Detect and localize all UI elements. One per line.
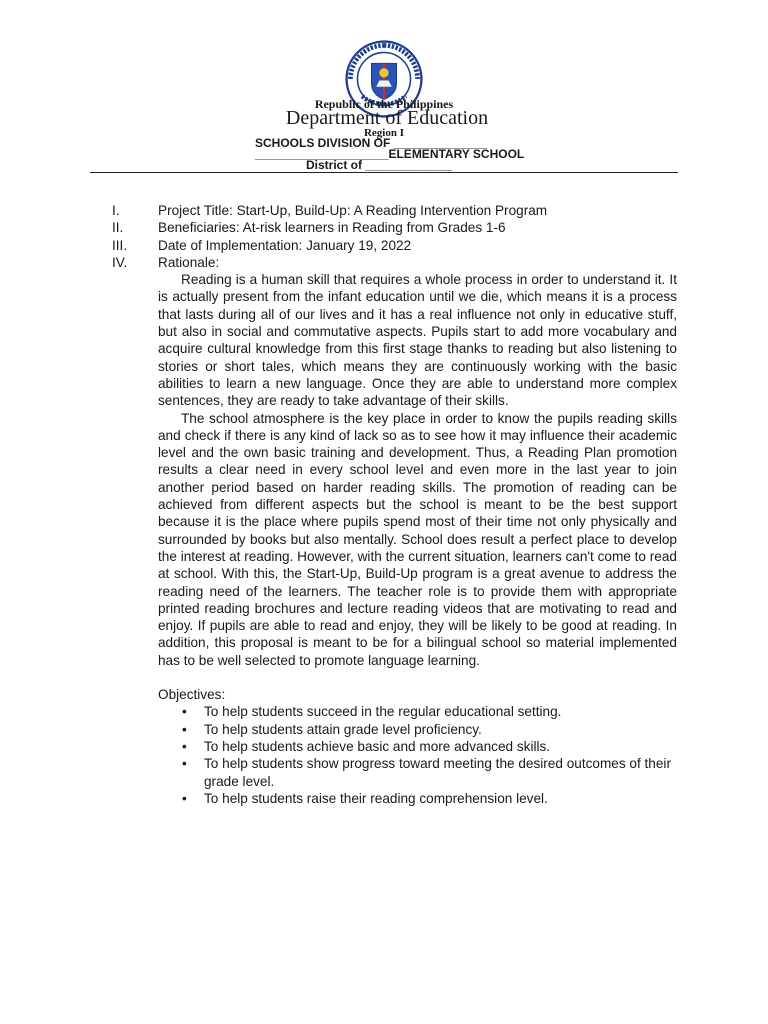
rationale-paragraph: The school atmosphere is the key place in order to know the pupils reading skills and check if there is any kind of lack so as to see how it may influence their academic level and the own basic training and development. Thus, a Reading Plan promotion results a clear need in every school level and even more in the last year to join another period based on harder reading skills. The promotion of reading can be achieved from different aspects but the school is meant to be the best support because it is the place where pupils spend most of their time not only physically and surrounded by books but also mentally. School does result a perfect place to develop the interest at reading. However, with the current situation, learners can't come to read at school. With this, the Start-Up, Build-Up program is a great avenue to address the reading need of the learners. The teacher role is to provide them with appropriate printed reading brochures and lecture reading videos that are motivating to read and enjoy. If pupils are able to read and enjoy, they will be likely to be good at reading. In addition, this proposal is meant to be for a bilingual school so material implemented has to be well selected to promote language learning. — [158, 410, 677, 668]
rationale-paragraph: Reading is a human skill that requires a whole process in order to understand it. It is actually present from the infant education until we die, which means it is a process that lasts during all of our lives and it has a real influence not only in educative stuff, but also in social and commutative aspects. Pupils start to add more vocabulary and acquire cultural knowledge from this first stage thanks to reading but also listening to stories or short tales, which means they are continuously working with the basic abilities to learn a new language. Once they are able to understand more complex sentences, they are ready to take advantage of their skills. — [158, 272, 677, 409]
rationale-heading: Rationale: — [158, 254, 220, 270]
beneficiaries: Beneficiaries: At-risk learners in Reading from Grades 1-6 — [158, 220, 506, 236]
item-number: IV. — [112, 254, 128, 270]
bullet-icon: • — [182, 704, 187, 720]
list-item — [112, 254, 677, 271]
republic-heading: Republic of the Philippines — [314, 97, 454, 111]
region-heading: Region I — [363, 127, 405, 139]
bullet-icon: • — [182, 756, 187, 772]
district-line: District of _____________ — [306, 158, 453, 172]
item-number: II. — [112, 220, 124, 236]
bullet-icon: • — [182, 790, 187, 806]
document-body — [112, 202, 677, 807]
department-heading: Department of Education — [285, 107, 489, 129]
list-item — [112, 202, 677, 219]
objective-item: • To help students succeed in the regular educational setting. — [158, 703, 677, 720]
item-number: I. — [112, 203, 120, 218]
objectives-list — [158, 703, 677, 807]
objective-item: • To help students achieve basic and more advanced skills. — [158, 738, 677, 755]
list-item — [112, 219, 677, 236]
objective-item: • To help students attain grade level proficiency. — [158, 721, 677, 738]
objective-item: • To help students raise their reading comprehension level. — [158, 790, 677, 807]
bullet-icon: • — [182, 721, 187, 737]
item-number: III. — [112, 237, 128, 253]
objective-item: • To help students show progress toward meeting the desired outcomes of their grade level. — [158, 755, 677, 790]
division-line: SCHOOLS DIVISION OF ______________ — [255, 136, 488, 150]
header-divider — [90, 172, 678, 173]
bullet-icon: • — [182, 738, 187, 754]
list-item — [112, 237, 677, 254]
project-title: Project Title: Start-Up, Build-Up: A Reading Intervention Program — [158, 203, 548, 218]
objectives-heading: Objectives: — [158, 687, 226, 703]
date-of-implementation: Date of Implementation: January 19, 2022 — [158, 237, 412, 253]
school-line: ____________________ELEMENTARY SCHOOL — [255, 147, 525, 161]
